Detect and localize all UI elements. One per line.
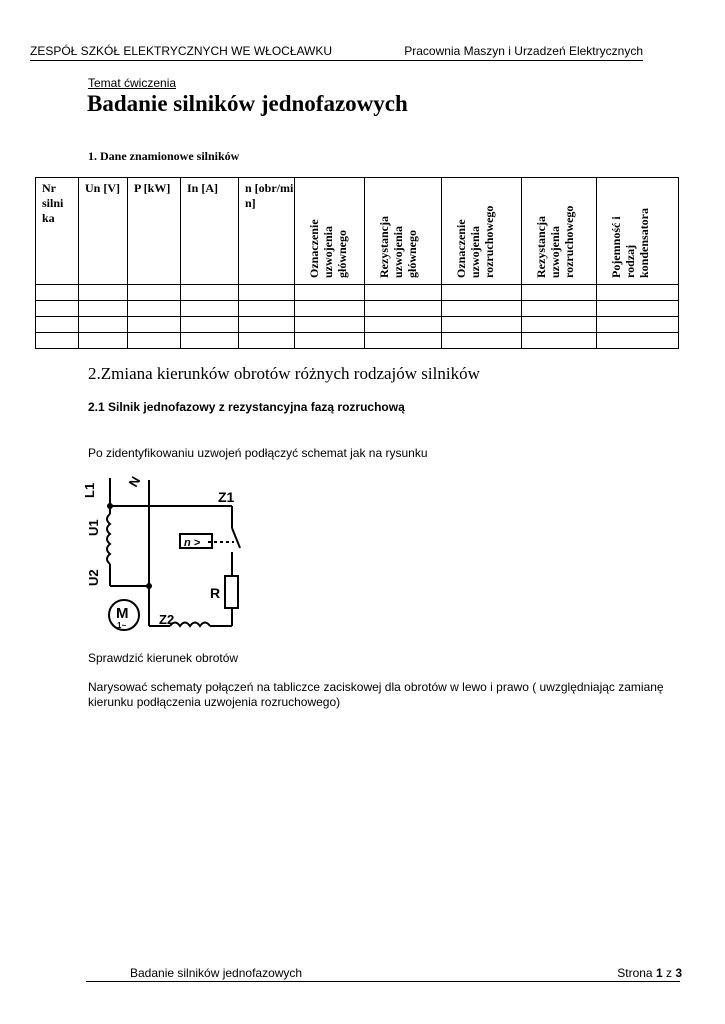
z1-switch — [232, 528, 240, 548]
start-winding — [170, 623, 210, 627]
table-row — [36, 317, 679, 333]
n-label: N — [125, 473, 144, 490]
column-header: Rezystancja uzwojenia rozruchowego — [534, 205, 576, 278]
wiring-diagram — [82, 473, 254, 640]
footer-title: Badanie silników jednofazowych — [130, 966, 303, 980]
z1-label: Z1 — [218, 489, 235, 505]
column-header: Nr silni ka — [42, 181, 64, 225]
lab-name: Pracownia Maszyn i Urzadzeń Elektrycznych — [404, 44, 643, 58]
l1-label: L1 — [82, 482, 97, 498]
relay-label: n > — [184, 537, 201, 549]
column-header: P [kW] — [134, 181, 171, 195]
task-text: Narysować schematy połączeń na tabliczce zaciskowej dla obrotów w lewo i prawo ( uwzględniając zamianę kierunku podłączenia uzwojenia rozruchowego) — [88, 680, 664, 709]
column-header: Oznaczenie uzwojenia rozruchowego — [454, 205, 496, 278]
motor-phase-label: 1~ — [117, 621, 127, 630]
check-text: Sprawdzić kierunek obrotów — [88, 651, 239, 665]
section2-heading: 2.Zmiana kierunków obrotów różnych rodzajów silników — [88, 364, 480, 383]
table-row — [36, 285, 679, 301]
u2-label: U2 — [86, 569, 101, 586]
column-header: Un [V] — [85, 181, 120, 195]
header-divider — [30, 60, 643, 61]
column-header: n [obr/mi n] — [245, 181, 294, 210]
topic-label: Temat ćwiczenia — [88, 76, 177, 90]
instruction-text: Po zidentyfikowaniu uzwojeń podłączyć schemat jak na rysunku — [88, 446, 428, 460]
column-header: Rezystancja uzwojenia głównego — [377, 216, 419, 278]
table-row — [36, 301, 679, 317]
section2-1-heading: 2.1 Silnik jednofazowy z rezystancyjna fazą rozruchową — [88, 400, 405, 414]
page-title: Badanie silników jednofazowych — [87, 91, 408, 116]
section1-heading: 1. Dane znamionowe silników — [88, 149, 240, 163]
school-name: ZESPÓŁ SZKÓŁ ELEKTRYCZNYCH WE WŁOCŁAWKU — [30, 44, 333, 58]
z2-label: Z2 — [159, 612, 175, 627]
table-header-row — [36, 178, 679, 285]
u1-label: U1 — [86, 519, 101, 536]
main-winding — [107, 514, 110, 564]
column-header: Pojemność i rodzaj kondensatora — [609, 207, 651, 278]
r-resistor — [225, 576, 238, 608]
page-number: Strona 1 z 3 — [617, 966, 682, 980]
table-row — [36, 333, 679, 349]
footer-divider — [86, 981, 680, 982]
nameplate-table — [35, 177, 679, 349]
r-label: R — [210, 585, 221, 601]
column-header: Oznaczenie uzwojenia głównego — [307, 219, 349, 278]
motor-label: M — [116, 605, 129, 622]
column-header: In [A] — [187, 181, 219, 195]
